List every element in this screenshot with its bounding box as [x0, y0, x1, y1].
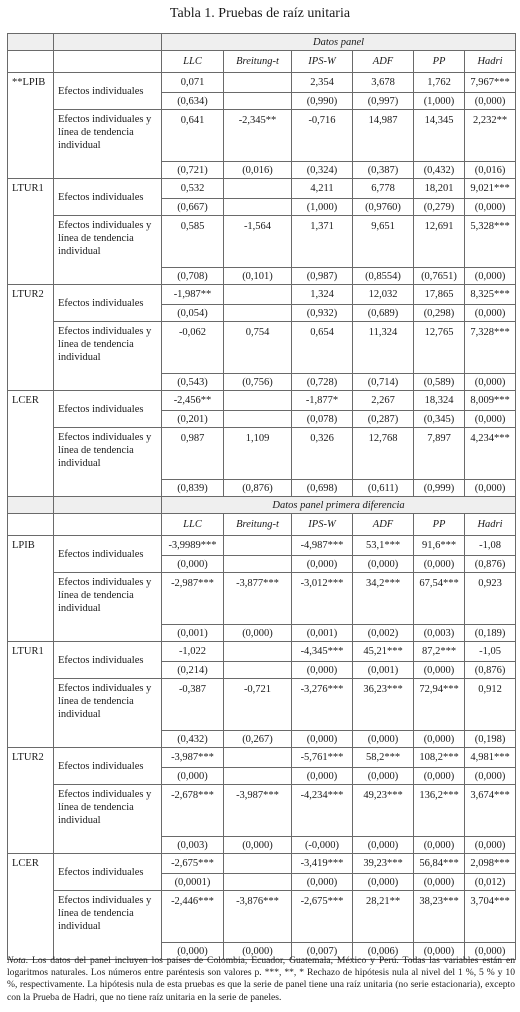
variable-label: LTUR1: [8, 179, 54, 285]
stat-row: [8, 573, 516, 625]
variable-label: LTUR2: [8, 285, 54, 391]
stat-value: 12,691: [414, 216, 465, 268]
effect-label: Efectos individuales y línea de tendencia individual: [54, 573, 162, 642]
stat-value: 0,532: [162, 179, 224, 199]
stat-row: [8, 679, 516, 731]
p-value: (0,078): [292, 411, 353, 428]
stat-value: 12,032: [353, 285, 414, 305]
p-value: (0,016): [465, 162, 516, 179]
column-header: ADF: [353, 51, 414, 73]
p-value: [224, 411, 292, 428]
p-value: (0,543): [162, 374, 224, 391]
empty-cell: [54, 514, 162, 536]
stat-value: 45,21***: [353, 642, 414, 662]
stat-value: [224, 179, 292, 199]
p-value: (0,054): [162, 305, 224, 322]
effect-label: Efectos individuales y línea de tendencia individual: [54, 322, 162, 391]
effect-label: Efectos individuales y línea de tendencia individual: [54, 216, 162, 285]
stat-value: 4,211: [292, 179, 353, 199]
p-value: (0,000): [353, 768, 414, 785]
p-value: (0,667): [162, 199, 224, 216]
p-value: (0,611): [353, 480, 414, 497]
p-value: (0,003): [414, 625, 465, 642]
stat-value: -4,234***: [292, 785, 353, 837]
p-value: (0,000): [465, 837, 516, 854]
variable-label: LCER: [8, 854, 54, 960]
p-value: (0,932): [292, 305, 353, 322]
p-value: (0,000): [465, 768, 516, 785]
p-value: [224, 556, 292, 573]
stat-value: 1,324: [292, 285, 353, 305]
p-value: (0,214): [162, 662, 224, 679]
p-value: (0,000): [414, 556, 465, 573]
empty-cell: [8, 514, 54, 536]
p-value: (0,756): [224, 374, 292, 391]
stat-value: -1,08: [465, 536, 516, 556]
stat-row: [8, 110, 516, 162]
section-row: [8, 497, 516, 514]
p-value: (0,189): [465, 625, 516, 642]
p-value: (0,000): [465, 374, 516, 391]
p-value: (-0,000): [292, 837, 353, 854]
stat-value: -1,022: [162, 642, 224, 662]
p-value: (0,000): [224, 943, 292, 960]
stat-value: -3,9989***: [162, 536, 224, 556]
stat-value: -0,716: [292, 110, 353, 162]
effect-label: Efectos individuales: [54, 285, 162, 322]
stat-row: [8, 428, 516, 480]
p-value: (0,001): [353, 662, 414, 679]
stat-value: 0,641: [162, 110, 224, 162]
effect-label: Efectos individuales: [54, 73, 162, 110]
column-header: LLC: [162, 514, 224, 536]
p-value: (0,000): [414, 943, 465, 960]
p-value: (0,9760): [353, 199, 414, 216]
empty-cell: [54, 497, 162, 514]
effect-label: Efectos individuales y línea de tendencia individual: [54, 679, 162, 748]
p-value: (0,876): [465, 662, 516, 679]
stat-value: -1,05: [465, 642, 516, 662]
p-value: (0,698): [292, 480, 353, 497]
p-value: [224, 874, 292, 891]
column-header: Hadri: [465, 51, 516, 73]
stat-value: 2,232**: [465, 110, 516, 162]
section-title: Datos panel primera diferencia: [162, 497, 516, 514]
stat-value: 17,865: [414, 285, 465, 305]
p-value: (1,000): [292, 199, 353, 216]
stat-value: 0,585: [162, 216, 224, 268]
column-header: LLC: [162, 51, 224, 73]
stat-row: [8, 216, 516, 268]
stat-value: 4,981***: [465, 748, 516, 768]
stat-value: 87,2***: [414, 642, 465, 662]
p-value: (0,198): [465, 731, 516, 748]
stat-value: -1,877*: [292, 391, 353, 411]
p-value: (0,101): [224, 268, 292, 285]
stat-value: 1,762: [414, 73, 465, 93]
table-title: Tabla 1. Pruebas de raíz unitaria: [169, 6, 351, 21]
stat-value: -3,877***: [224, 573, 292, 625]
stat-value: [224, 536, 292, 556]
p-value: (0,387): [353, 162, 414, 179]
stat-value: 14,987: [353, 110, 414, 162]
p-value: (0,000): [465, 199, 516, 216]
p-value: (0,000): [224, 625, 292, 642]
stat-value: 12,765: [414, 322, 465, 374]
stat-value: 0,923: [465, 573, 516, 625]
empty-cell: [8, 51, 54, 73]
effect-label: Efectos individuales: [54, 748, 162, 785]
stat-value: -2,345**: [224, 110, 292, 162]
p-value: (0,324): [292, 162, 353, 179]
variable-label: LCER: [8, 391, 54, 497]
variable-label: **LPIB: [8, 73, 54, 179]
p-value: (0,345): [414, 411, 465, 428]
variable-label: LPIB: [8, 536, 54, 642]
column-header-row: [8, 514, 516, 536]
p-value: (0,003): [162, 837, 224, 854]
note-label: Nota: [7, 955, 26, 966]
stat-value: -3,987***: [162, 748, 224, 768]
stat-value: 18,201: [414, 179, 465, 199]
stat-value: 9,651: [353, 216, 414, 268]
stat-row: [8, 73, 516, 93]
p-value: (0,714): [353, 374, 414, 391]
stat-value: 28,21**: [353, 891, 414, 943]
stat-value: 0,987: [162, 428, 224, 480]
stat-value: -3,987***: [224, 785, 292, 837]
p-value: (0,201): [162, 411, 224, 428]
section-title: Datos panel: [162, 34, 516, 51]
column-header: Hadri: [465, 514, 516, 536]
p-value: [224, 199, 292, 216]
p-value: (0,001): [292, 625, 353, 642]
p-value: (0,000): [292, 768, 353, 785]
stat-value: [224, 285, 292, 305]
stat-value: -0,387: [162, 679, 224, 731]
p-value: [224, 93, 292, 110]
p-value: (0,876): [224, 480, 292, 497]
p-value: (0,997): [353, 93, 414, 110]
p-value: (0,728): [292, 374, 353, 391]
stat-value: -2,456**: [162, 391, 224, 411]
stat-value: 136,2***: [414, 785, 465, 837]
p-value: (0,990): [292, 93, 353, 110]
stat-value: 2,354: [292, 73, 353, 93]
p-value: (0,000): [465, 93, 516, 110]
stat-row: [8, 322, 516, 374]
stat-value: -3,012***: [292, 573, 353, 625]
p-value: (0,000): [292, 731, 353, 748]
stat-value: 4,234***: [465, 428, 516, 480]
effect-label: Efectos individuales: [54, 854, 162, 891]
stat-value: -4,987***: [292, 536, 353, 556]
stat-value: 39,23***: [353, 854, 414, 874]
empty-cell: [8, 497, 54, 514]
p-value: (0,000): [292, 874, 353, 891]
table-note: [7, 955, 515, 1004]
variable-label: LTUR1: [8, 642, 54, 748]
column-header: Breitung-t: [224, 51, 292, 73]
column-header: PP: [414, 51, 465, 73]
p-value: (0,8554): [353, 268, 414, 285]
stat-value: -2,675***: [162, 854, 224, 874]
stat-value: 18,324: [414, 391, 465, 411]
p-value: (0,000): [353, 556, 414, 573]
stat-value: 5,328***: [465, 216, 516, 268]
stat-value: 1,109: [224, 428, 292, 480]
stat-value: 9,021***: [465, 179, 516, 199]
stat-row: [8, 536, 516, 556]
stat-row: [8, 179, 516, 199]
stat-row: [8, 785, 516, 837]
column-header: PP: [414, 514, 465, 536]
p-value: (0,001): [162, 625, 224, 642]
effect-label: Efectos individuales y línea de tendencia individual: [54, 428, 162, 497]
stat-value: -3,419***: [292, 854, 353, 874]
stat-value: 12,768: [353, 428, 414, 480]
stat-value: 3,678: [353, 73, 414, 93]
stat-value: -2,678***: [162, 785, 224, 837]
empty-cell: [54, 34, 162, 51]
effect-label: Efectos individuales y línea de tendencia individual: [54, 785, 162, 854]
stat-value: 0,326: [292, 428, 353, 480]
stat-value: 7,897: [414, 428, 465, 480]
p-value: (0,000): [414, 874, 465, 891]
stat-row: [8, 854, 516, 874]
p-value: (0,000): [162, 556, 224, 573]
effect-label: Efectos individuales: [54, 536, 162, 573]
p-value: (0,0001): [162, 874, 224, 891]
stat-value: [224, 73, 292, 93]
p-value: (0,000): [414, 837, 465, 854]
p-value: (0,000): [465, 943, 516, 960]
stat-value: 0,754: [224, 322, 292, 374]
stat-value: 34,2***: [353, 573, 414, 625]
p-value: [224, 662, 292, 679]
p-value: (0,000): [224, 837, 292, 854]
p-value: (0,287): [353, 411, 414, 428]
p-value: (0,7651): [414, 268, 465, 285]
p-value: (0,689): [353, 305, 414, 322]
stat-value: 58,2***: [353, 748, 414, 768]
stat-value: -1,564: [224, 216, 292, 268]
stat-value: 38,23***: [414, 891, 465, 943]
p-value: (0,000): [292, 556, 353, 573]
stat-value: -3,276***: [292, 679, 353, 731]
stat-value: -0,721: [224, 679, 292, 731]
column-header: IPS-W: [292, 514, 353, 536]
p-value: (0,002): [353, 625, 414, 642]
p-value: [224, 305, 292, 322]
p-value: (0,987): [292, 268, 353, 285]
stat-value: -3,876***: [224, 891, 292, 943]
stat-value: 108,2***: [414, 748, 465, 768]
column-header: IPS-W: [292, 51, 353, 73]
p-value: (0,000): [353, 874, 414, 891]
stat-row: [8, 891, 516, 943]
stat-value: 3,704***: [465, 891, 516, 943]
effect-label: Efectos individuales y línea de tendencia individual: [54, 891, 162, 960]
p-value: (0,007): [292, 943, 353, 960]
stat-value: 8,325***: [465, 285, 516, 305]
p-value: (0,708): [162, 268, 224, 285]
p-value: (0,000): [465, 411, 516, 428]
p-value: [224, 768, 292, 785]
p-value: (0,589): [414, 374, 465, 391]
stat-value: -2,446***: [162, 891, 224, 943]
stat-value: [224, 391, 292, 411]
p-value: (0,000): [414, 768, 465, 785]
stat-value: 8,009***: [465, 391, 516, 411]
stat-value: 6,778: [353, 179, 414, 199]
stat-value: 0,071: [162, 73, 224, 93]
p-value: (0,000): [465, 305, 516, 322]
stat-value: 91,6***: [414, 536, 465, 556]
stat-value: 7,328***: [465, 322, 516, 374]
empty-cell: [54, 51, 162, 73]
p-value: (0,999): [414, 480, 465, 497]
empty-cell: [8, 34, 54, 51]
stat-row: [8, 285, 516, 305]
p-value: (0,000): [292, 662, 353, 679]
stat-value: 14,345: [414, 110, 465, 162]
stat-value: 49,23***: [353, 785, 414, 837]
stat-value: [224, 642, 292, 662]
stat-row: [8, 391, 516, 411]
variable-label: LTUR2: [8, 748, 54, 854]
p-value: (0,000): [162, 768, 224, 785]
stat-value: [224, 854, 292, 874]
column-header: ADF: [353, 514, 414, 536]
table-body: [8, 34, 516, 960]
stat-value: 2,267: [353, 391, 414, 411]
p-value: (0,876): [465, 556, 516, 573]
stat-value: -1,987**: [162, 285, 224, 305]
p-value: (0,000): [465, 268, 516, 285]
p-value: (0,000): [414, 662, 465, 679]
stat-value: 72,94***: [414, 679, 465, 731]
p-value: (0,634): [162, 93, 224, 110]
p-value: (0,000): [414, 731, 465, 748]
unit-root-table: [7, 33, 516, 960]
p-value: (0,721): [162, 162, 224, 179]
stat-value: 1,371: [292, 216, 353, 268]
stat-value: -2,675***: [292, 891, 353, 943]
stat-value: 3,674***: [465, 785, 516, 837]
stat-value: 11,324: [353, 322, 414, 374]
stat-value: 67,54***: [414, 573, 465, 625]
column-header: Breitung-t: [224, 514, 292, 536]
p-value: (0,000): [162, 943, 224, 960]
effect-label: Efectos individuales: [54, 642, 162, 679]
stat-value: -5,761***: [292, 748, 353, 768]
p-value: (0,012): [465, 874, 516, 891]
p-value: (0,016): [224, 162, 292, 179]
stat-value: 2,098***: [465, 854, 516, 874]
stat-value: 7,967***: [465, 73, 516, 93]
stat-value: [224, 748, 292, 768]
effect-label: Efectos individuales: [54, 391, 162, 428]
p-value: (0,298): [414, 305, 465, 322]
stat-value: 53,1***: [353, 536, 414, 556]
stat-row: [8, 748, 516, 768]
p-value: (0,006): [353, 943, 414, 960]
stat-value: -0,062: [162, 322, 224, 374]
p-value: (0,000): [465, 480, 516, 497]
p-value: (0,432): [414, 162, 465, 179]
p-value: (1,000): [414, 93, 465, 110]
stat-value: 56,84***: [414, 854, 465, 874]
p-value: (0,000): [353, 731, 414, 748]
effect-label: Efectos individuales y línea de tendencia individual: [54, 110, 162, 179]
p-value: (0,000): [353, 837, 414, 854]
p-value: (0,267): [224, 731, 292, 748]
p-value: (0,279): [414, 199, 465, 216]
stat-value: 0,912: [465, 679, 516, 731]
section-row: [8, 34, 516, 51]
column-header-row: [8, 51, 516, 73]
note-text: . Los datos del panel incluyen los países de Colombia, Ecuador, Guatemala, México y Perú. Todas las variables están en logaritmos naturales. Los números entre paréntesis son valores p. ***, **, * Rechazo de hipótesis nula al nivel del 1 %, 5 % y 10 %, respectivamente. La hipótesis nula de esta pruebas es que la serie de panel tiene una raíz unitaria (no serie estacionaria), excepto con la Prueba de Hadri, que no tiene raíz unitaria en la serie de paneles.: [7, 955, 515, 1003]
stat-value: 36,23***: [353, 679, 414, 731]
stat-value: -4,345***: [292, 642, 353, 662]
effect-label: Efectos individuales: [54, 179, 162, 216]
stat-value: 0,654: [292, 322, 353, 374]
stat-row: [8, 642, 516, 662]
p-value: (0,839): [162, 480, 224, 497]
p-value: (0,432): [162, 731, 224, 748]
stat-value: -2,987***: [162, 573, 224, 625]
